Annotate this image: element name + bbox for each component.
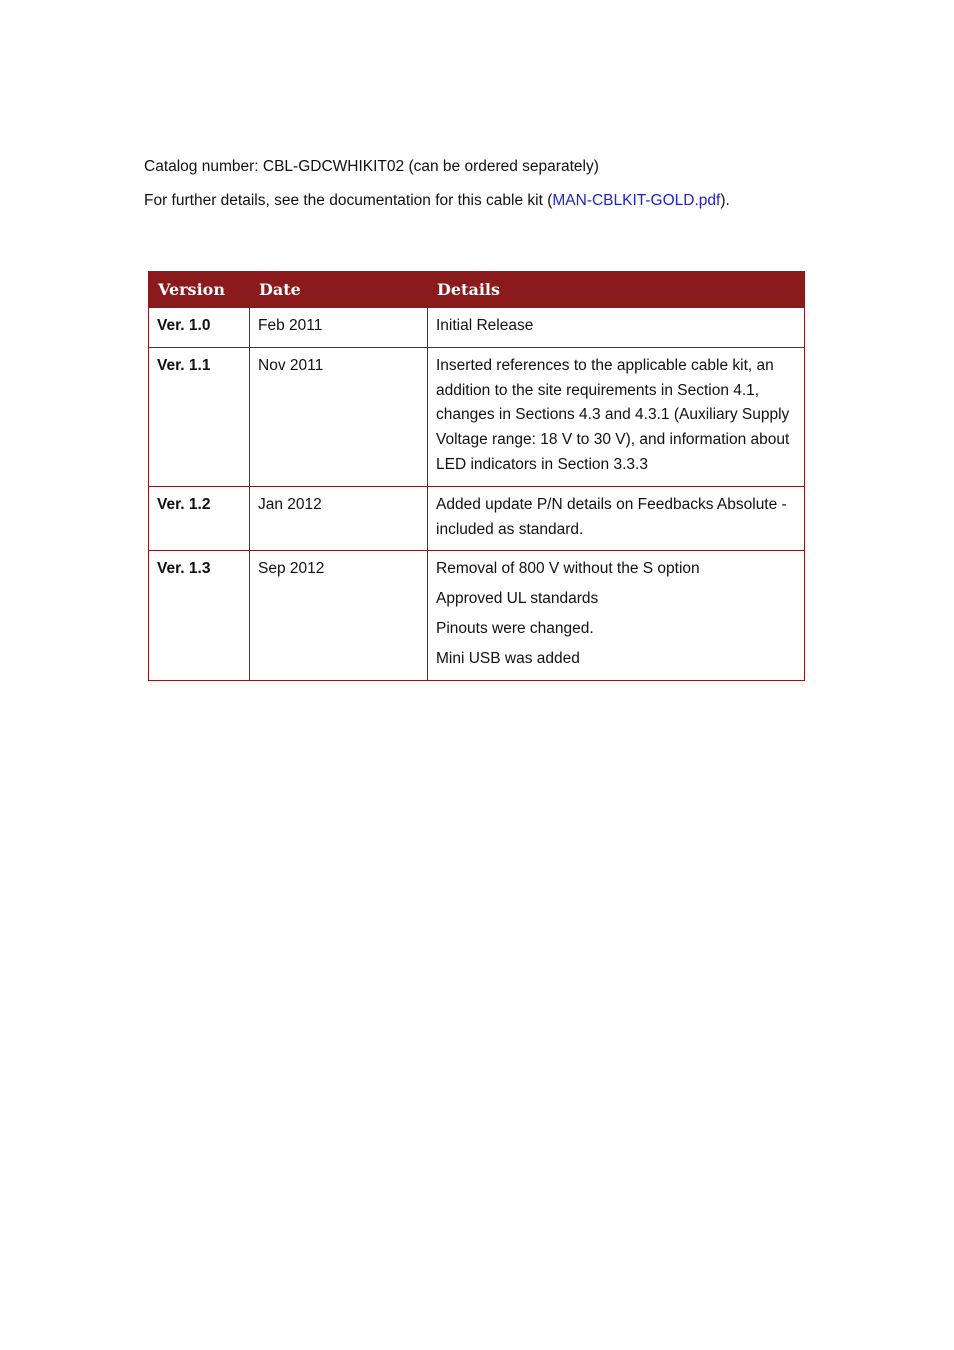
- further-details-line: [144, 191, 730, 211]
- header-date: Date: [250, 272, 428, 308]
- header-version: Version: [149, 272, 250, 308]
- details-cell: [428, 486, 805, 551]
- details-text: Initial Release: [436, 317, 534, 334]
- details-text: Mini USB was added: [436, 649, 580, 667]
- further-details-suffix: ).: [720, 192, 730, 209]
- date-cell: Nov 2011: [250, 347, 428, 486]
- date-cell: Feb 2011: [250, 308, 428, 348]
- table-row: [149, 347, 805, 486]
- table-row: [149, 308, 805, 348]
- details-cell: [428, 551, 805, 680]
- version-cell: Ver. 1.0: [149, 308, 250, 348]
- details-cell: [428, 308, 805, 348]
- cable-kit-doc-link[interactable]: MAN-CBLKIT-GOLD.pdf: [552, 192, 721, 209]
- details-cell: [428, 347, 805, 486]
- further-details-prefix: For further details, see the documentation for this cable kit (: [144, 192, 553, 209]
- header-details: Details: [428, 272, 805, 308]
- details-text: Pinouts were changed.: [436, 619, 594, 637]
- table-header-row: [149, 272, 805, 308]
- details-text: Removal of 800 V without the S option: [436, 560, 700, 578]
- table-row: [149, 551, 805, 680]
- version-cell: Ver. 1.1: [149, 347, 250, 486]
- catalog-number-line: Catalog number: CBL-GDCWHIKIT02 (can be ordered separately): [144, 158, 599, 175]
- date-cell: Sep 2012: [250, 551, 428, 680]
- details-text: Approved UL standards: [436, 590, 599, 608]
- version-cell: Ver. 1.2: [149, 486, 250, 551]
- details-text: Added update P/N details on Feedbacks Absolute - included as standard.: [436, 495, 787, 538]
- revision-history-table: [148, 271, 805, 681]
- details-text: Inserted references to the applicable cable kit, an addition to the site requirements in Section 4.1, changes in Sections 4.3 and 4.3.1 (Auxiliary Supply Voltage range: 18 V to 30 V), and information about LED indicators in Section 3.3.3: [436, 356, 790, 473]
- date-cell: Jan 2012: [250, 486, 428, 551]
- version-cell: Ver. 1.3: [149, 551, 250, 680]
- table-row: [149, 486, 805, 551]
